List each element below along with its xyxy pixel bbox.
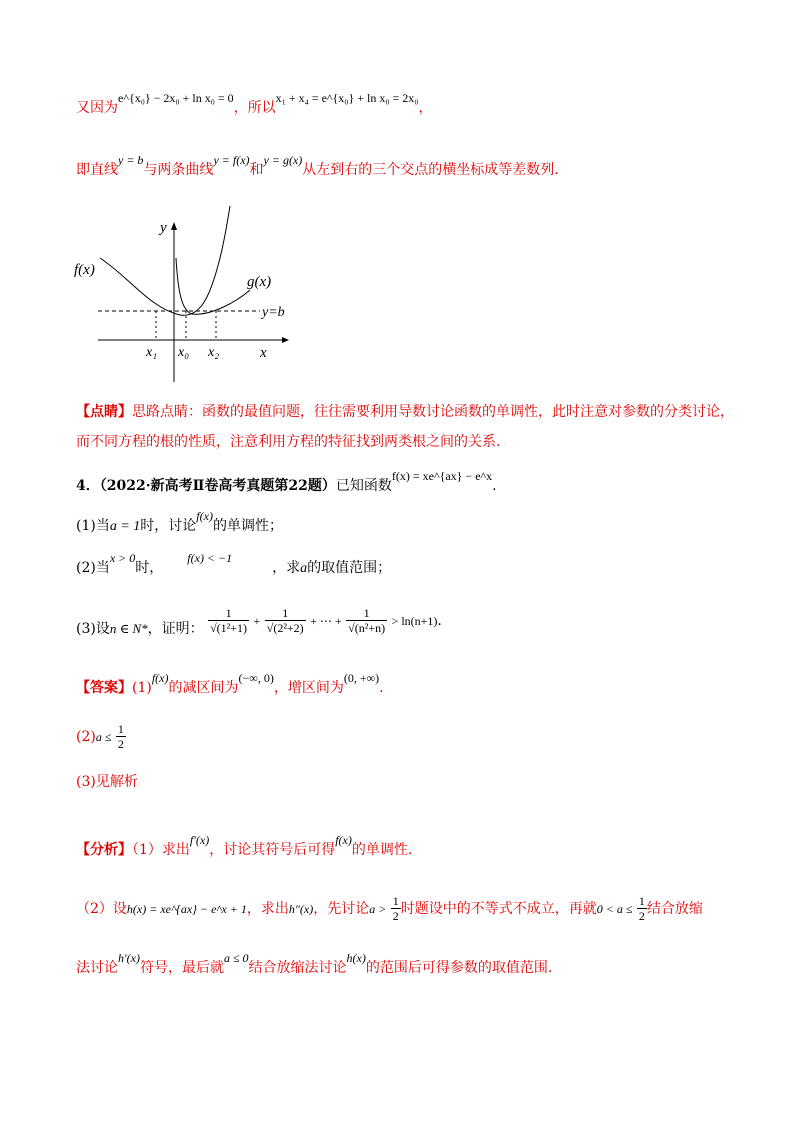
analysis-text-1b: ，讨论其符号后可得 (209, 842, 336, 858)
half-denominator: 2 (117, 737, 124, 752)
part-2-condition-1: x > 0 (109, 551, 136, 565)
text-he: 和 (249, 162, 264, 178)
part-2-end: 的取值范围； (307, 560, 392, 576)
ellipsis-plus: + ⋯ + (310, 613, 342, 628)
answer-part-1: (1) (132, 680, 152, 696)
a-range: 0 < a ≤ (596, 901, 633, 916)
analysis-tag: 【分析】 (76, 842, 132, 858)
part-1-function: f(x) (196, 509, 213, 523)
period: . (379, 680, 384, 696)
analysis-text-3a: 法讨论 (76, 960, 118, 976)
answer-text-decreasing: 的减区间为 (168, 680, 239, 696)
analysis-text-3b: 符号，最后就 (139, 960, 224, 976)
part-3-prefix: (3)设 (76, 620, 110, 637)
analysis-text-2a: （2）设 (76, 900, 127, 917)
plus-sign: + (253, 613, 261, 628)
solution-line-2 (76, 153, 559, 179)
fraction-1-denominator: √(1²+1) (210, 621, 248, 636)
answer-tag: 【答案】 (76, 680, 132, 696)
answer-line-3 (76, 774, 138, 791)
analysis-text-2b: ，求出 (246, 900, 289, 917)
half-fraction-a (391, 894, 401, 924)
analysis-text-1c: 的单调性. (351, 842, 413, 858)
derivative-f: f′(x) (189, 833, 210, 847)
answer-part-2: (2) (76, 728, 96, 745)
fraction-1 (208, 606, 249, 636)
fraction-3-numerator: 1 (346, 606, 387, 621)
question-text: 已知函数 (335, 478, 392, 494)
period: . (437, 612, 442, 629)
function-f: f(x) (335, 833, 352, 847)
question-number: 4． (76, 478, 100, 494)
half-denominator-a: 2 (392, 909, 399, 924)
g-curve-label: g(x) (247, 274, 272, 290)
half-numerator-a: 1 (392, 894, 399, 908)
part-2-variable: a (300, 561, 308, 576)
eq-y-fx: y = f(x) (213, 153, 250, 167)
equation-2: x₁ + x₄ = e^{x₀} + ln x₀ = 2x₀ (275, 91, 419, 105)
part-3 (76, 606, 442, 636)
part-1-end: 的单调性； (212, 518, 283, 534)
dianjing-line-1 (76, 404, 734, 421)
increasing-interval: (0, +∞) (343, 671, 380, 685)
text-zhixian: 即直线 (76, 162, 118, 178)
answer-line-2 (76, 722, 126, 752)
question-4 (76, 469, 497, 495)
analysis-text-2e: 结合放缩 (646, 900, 703, 917)
text-conclusion: 从左到右的三个交点的横坐标成等差数列. (302, 162, 559, 178)
answer-function: f(x) (151, 671, 169, 685)
comma: ， (418, 100, 433, 116)
answer-line-1 (76, 671, 384, 697)
text-liangtiao: 与两条曲线 (143, 162, 214, 178)
part-2-text-1: 时， (135, 560, 164, 576)
analysis-text-3c: 结合放缩法讨论 (248, 960, 347, 976)
fraction-2-denominator: √(2²+2) (266, 621, 304, 636)
part-1-text: 时，讨论 (140, 518, 197, 534)
eq-y-gx: y = g(x) (263, 153, 303, 167)
part-2-prefix: (2)当 (76, 560, 110, 576)
half-fraction (116, 722, 126, 752)
dianjing-tag: 【点睛】 (76, 404, 132, 420)
question-function: f(x) = xe^{ax} − e^x (391, 469, 493, 483)
a-greater-than: a > (369, 901, 387, 916)
fraction-1-numerator: 1 (208, 606, 249, 621)
analysis-line-3 (76, 951, 553, 977)
analysis-text-2d: 时题设中的不等式不成立，再就 (400, 900, 597, 917)
dianjing-text-1: 思路点睛：函数的最值问题，往往需要利用导数讨论函数的单调性，此时注意对参数的分类讨论， (132, 404, 734, 420)
rhs-inequality: > ln(n+1) (391, 613, 438, 628)
analysis-text-1a: （1）求出 (132, 842, 190, 858)
half-numerator: 1 (117, 722, 124, 736)
answer-inequality: a ≤ (95, 729, 112, 744)
answer-text-increasing: ，增区间为 (273, 680, 344, 696)
text-youyinwei: 又因为 (76, 100, 118, 116)
y-axis-label: y (160, 220, 167, 236)
part-1-prefix: (1)当 (76, 518, 110, 534)
half-fraction-b (637, 894, 647, 924)
function-graph (70, 198, 310, 383)
part-3-text: ，证明： (147, 620, 204, 637)
fraction-2-numerator: 1 (265, 606, 306, 621)
derivative-h: h′(x) (118, 951, 140, 965)
dianjing-line-2 (76, 434, 500, 451)
part-3-condition: n ∈ N* (109, 620, 148, 636)
analysis-line-2 (76, 894, 703, 924)
answer-part-3: (3)见解析 (76, 774, 138, 790)
part-2 (76, 551, 392, 578)
eq-y-equals-b: y = b (118, 153, 144, 167)
function-h-def: h(x) = xe^{ax} − e^x + 1 (126, 901, 247, 916)
part-2-condition-2: f(x) < −1 (187, 551, 233, 565)
analysis-line-1 (76, 833, 413, 859)
solution-line-1 (76, 91, 433, 117)
analysis-text-3d: 的范围后可得参数的取值范围. (365, 960, 553, 976)
equation-1: e^{x₀} − 2x₀ + ln x₀ = 0 (118, 91, 234, 105)
part-1 (76, 509, 283, 536)
part-2-text-2: ，求 (272, 560, 301, 576)
text-suoyi: ，所以 (233, 100, 276, 116)
question-source: （2022·新高考Ⅱ卷高考真题第22题） (99, 478, 336, 494)
f-curve-label: f(x) (74, 262, 95, 278)
decreasing-interval: (−∞, 0) (238, 671, 274, 685)
fraction-2 (265, 606, 306, 636)
line-yb-label: y=b (262, 305, 285, 320)
half-denominator-b: 2 (638, 909, 645, 924)
half-numerator-b: 1 (638, 894, 645, 908)
fraction-3 (346, 606, 387, 636)
analysis-text-2c: ，先讨论 (313, 900, 370, 917)
a-le-zero: a ≤ 0 (223, 951, 249, 965)
dianjing-text-2: 而不同方程的根的性质，注意利用方程的特征找到两类根之间的关系. (76, 434, 501, 450)
function-h: h(x) (346, 951, 366, 965)
fraction-3-denominator: √(n²+n) (348, 621, 386, 636)
period: . (492, 478, 497, 494)
x2-label: x₂ (208, 345, 220, 360)
second-derivative-h: h″(x) (288, 901, 314, 916)
x1-label: x₁ (146, 345, 158, 360)
part-1-condition: a = 1 (109, 519, 141, 534)
x-axis-label: x (260, 345, 267, 361)
x0-label: x₀ (178, 345, 190, 360)
